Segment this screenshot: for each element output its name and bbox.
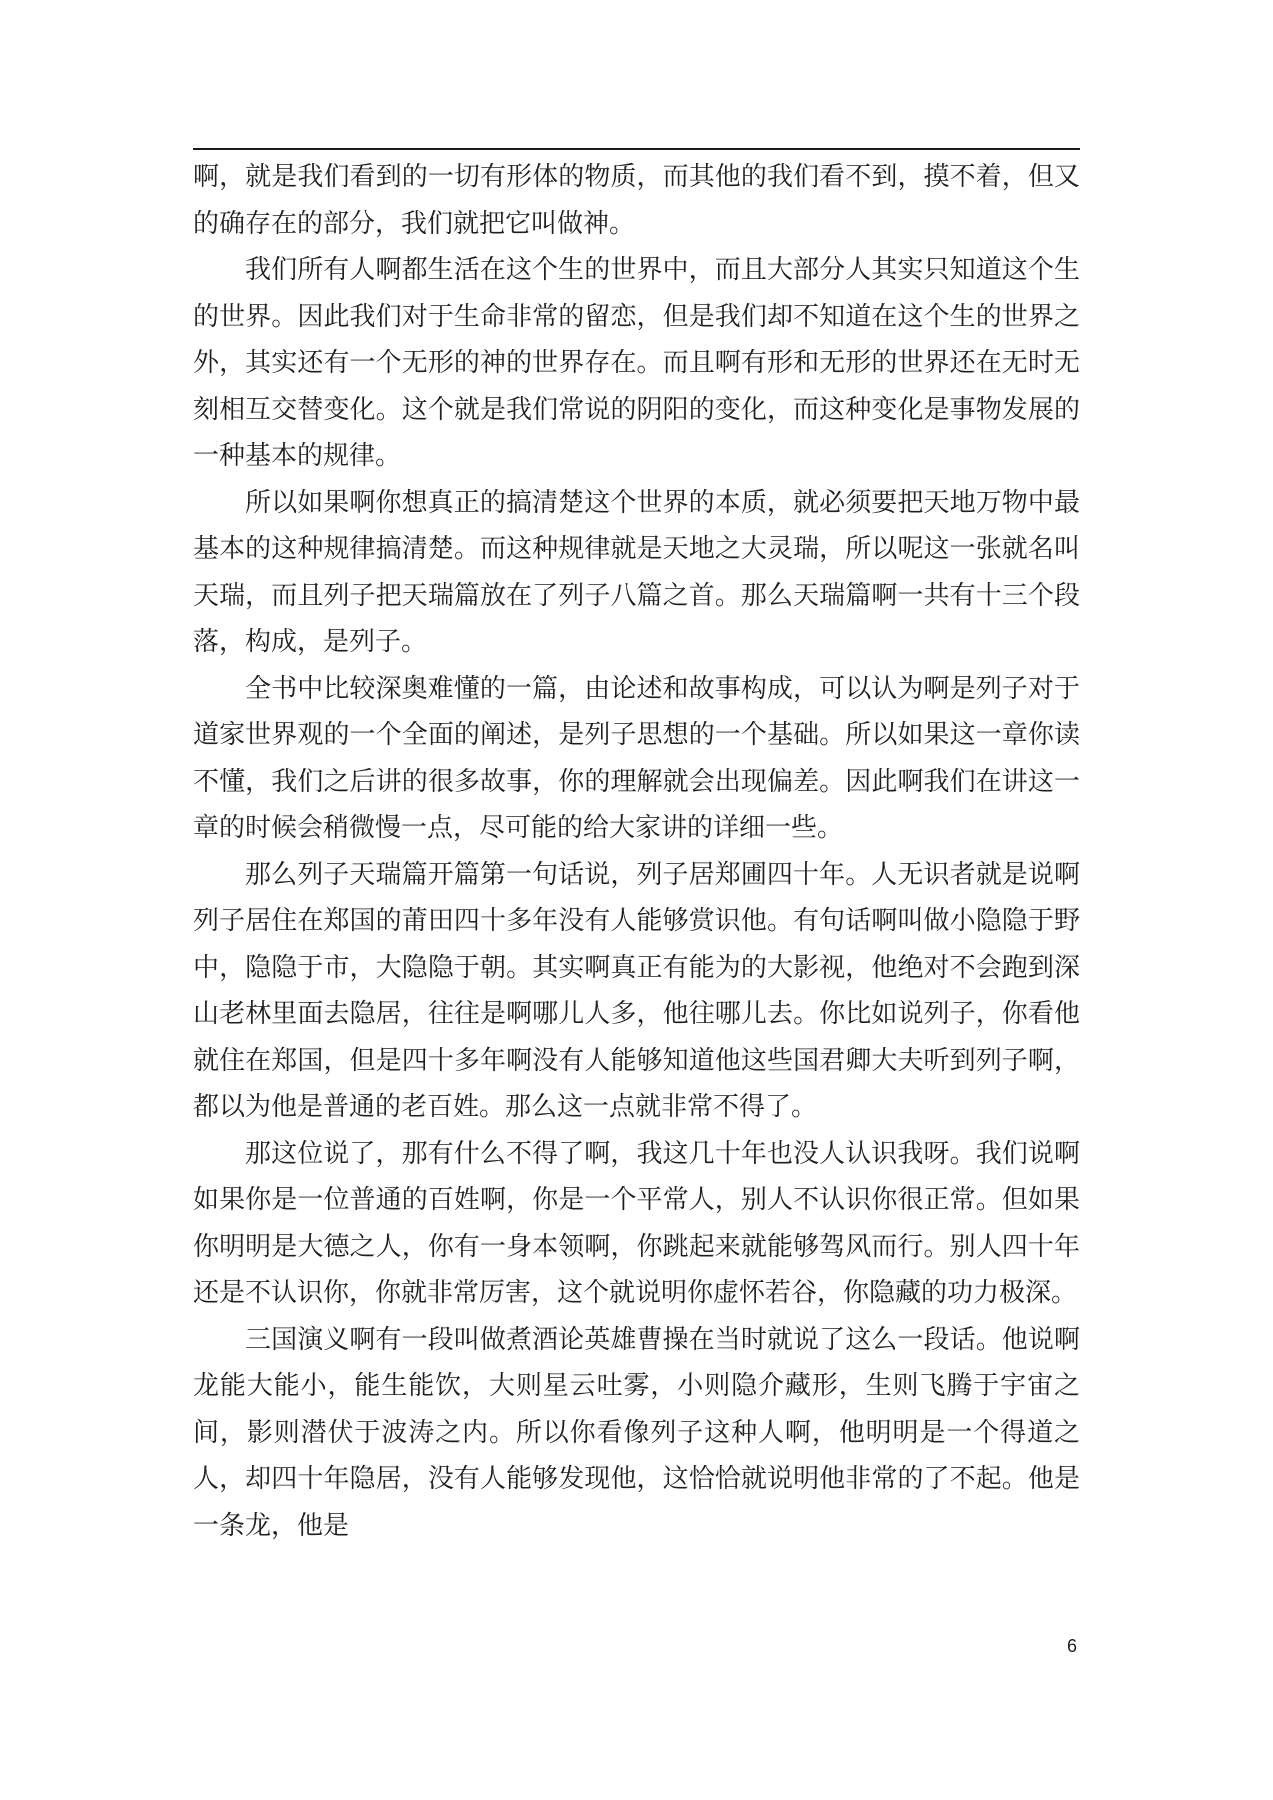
paragraph: 我们所有人啊都生活在这个生的世界中，而且大部分人其实只知道这个生的世界。因此我们对于生命非常的留恋，但是我们却不知道在这个生的世界之外，其实还有一个无形的神的世界存在。而且啊有形和无形的世界还在无时无刻相互交替变化。这个就是我们常说的阴阳的变化，而这种变化是事物发展的一种基本的规律。: [193, 255, 1080, 471]
header-rule: [193, 148, 1080, 150]
body-text: [193, 154, 1080, 1549]
paragraph: 三国演义啊有一段叫做煮酒论英雄曹操在当时就说了这么一段话。他说啊龙能大能小，能生能饮，大则星云吐雾，小则隐介藏形，生则飞腾于宇宙之间，影则潜伏于波涛之内。所以你看像列子这种人啊，他明明是一个得道之人，却四十年隐居，没有人能够发现他，这恰恰就说明他非常的了不起。他是一条龙，他是: [193, 1324, 1080, 1541]
paragraph: 所以如果啊你想真正的搞清楚这个世界的本质，就必须要把天地万物中最基本的这种规律搞清楚。而这种规律就是天地之大灵瑞，所以呢这一张就名叫天瑞，而且列子把天瑞篇放在了列子八篇之首。那么天瑞篇啊一共有十三个段落，构成，是列子。: [193, 487, 1080, 657]
page-number: 6: [1066, 1636, 1077, 1656]
paragraph: 全书中比较深奥难懂的一篇，由论述和故事构成，可以认为啊是列子对于道家世界观的一个全面的阐述，是列子思想的一个基础。所以如果这一章你读不懂，我们之后讲的很多故事，你的理解就会出现偏差。因此啊我们在讲这一章的时候会稍微慢一点，尽可能的给大家讲的详细一些。: [193, 673, 1080, 843]
paragraph: 啊，就是我们看到的一切有形体的物质，而其他的我们看不到，摸不着，但又的确存在的部分，我们就把它叫做神。: [193, 162, 1080, 239]
paragraph: 那么列子天瑞篇开篇第一句话说，列子居郑圃四十年。人无识者就是说啊列子居住在郑国的莆田四十多年没有人能够赏识他。有句话啊叫做小隐隐于野中，隐隐于市，大隐隐于朝。其实啊真正有能为的大影视，他绝对不会跑到深山老林里面去隐居，往往是啊哪儿人多，他往哪儿去。你比如说列子，你看他就住在郑国，但是四十多年啊没有人能够知道他这些国君卿大夫听到列子啊，都以为他是普通的老百姓。那么这一点就非常不得了。: [193, 859, 1080, 1122]
paragraph: 那这位说了，那有什么不得了啊，我这几十年也没人认识我呀。我们说啊如果你是一位普通的百姓啊，你是一个平常人，别人不认识你很正常。但如果你明明是大德之人，你有一身本领啊，你跳起来就能够驾风而行。别人四十年还是不认识你，你就非常厉害，这个就说明你虚怀若谷，你隐藏的功力极深。: [193, 1138, 1080, 1308]
